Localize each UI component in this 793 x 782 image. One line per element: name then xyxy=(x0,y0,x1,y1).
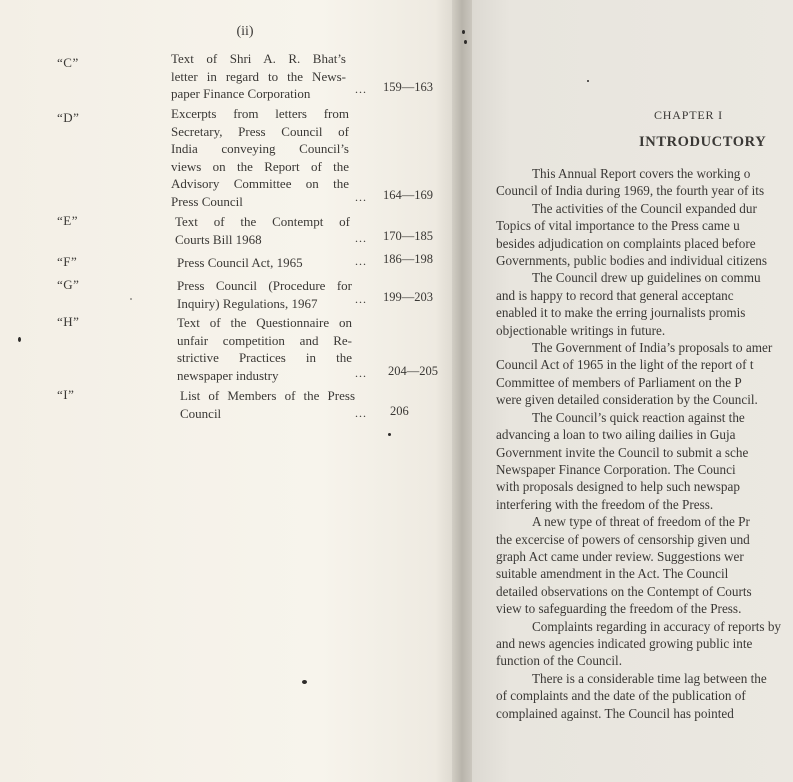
right-page xyxy=(472,0,793,782)
leader-dots: ... xyxy=(355,406,367,420)
body-line: with proposals designed to help such newspap xyxy=(496,479,740,495)
body-line: The Council’s quick reaction against the xyxy=(532,409,745,425)
body-line: besides adjudication on complaints placed before xyxy=(496,235,756,251)
body-line: There is a considerable time lag between the xyxy=(532,670,767,686)
body-line: Topics of vital importance to the Press came u xyxy=(496,218,740,234)
appendix-description xyxy=(175,213,350,248)
body-line: Council of India during 1969, the fourth year of its xyxy=(496,183,765,199)
leader-dots: ... xyxy=(355,254,367,268)
body-line: A new type of threat of freedom of the Pr xyxy=(532,514,750,530)
appendix-label: “C” xyxy=(57,55,79,70)
appendix-description-line: views on the Report of the xyxy=(171,158,349,174)
appendix-description-line: newspaper industry xyxy=(177,367,279,383)
body-line: Government invite the Council to submit a sche xyxy=(496,444,749,460)
appendix-label: “G” xyxy=(57,277,80,292)
body-text xyxy=(496,165,793,722)
body-line: of complaints and the date of the publication of xyxy=(496,688,746,704)
body-line: and news agencies indicated growing public inte xyxy=(496,635,753,651)
body-line: function of the Council. xyxy=(496,653,622,669)
appendix-description-line: Inquiry) Regulations, 1967 xyxy=(177,295,318,311)
appendix-description-line: Courts Bill 1968 xyxy=(175,231,262,247)
body-line: This Annual Report covers the working o xyxy=(532,166,751,181)
body-line: Governments, public bodies and individual citizens xyxy=(496,253,768,269)
ink-speck xyxy=(464,40,467,44)
appendix-description-line: List of Members of the Press xyxy=(180,388,355,403)
page-range: 186—198 xyxy=(383,252,433,266)
page-number: (ii) xyxy=(236,24,254,39)
body-line: and is happy to record that general acceptanc xyxy=(496,287,734,303)
chapter-heading: INTRODUCTORY xyxy=(639,134,767,150)
body-line: advancing a loan to two ailing dailies in Guja xyxy=(496,427,736,443)
appendix-description-line: strictive Practices in the xyxy=(177,350,352,365)
body-line: view to safeguarding the freedom of the Press. xyxy=(496,601,742,617)
appendix-description-line: Advisory Committee on the xyxy=(171,176,349,191)
appendix-description xyxy=(171,50,346,103)
appendix-label: “H” xyxy=(57,314,80,329)
body-line: The Government of India’s proposals to amer xyxy=(532,340,773,356)
page-range: 206 xyxy=(390,404,409,418)
body-line: The activities of the Council expanded dur xyxy=(532,200,757,216)
appendix-label: “E” xyxy=(57,213,78,228)
appendix-description-line: letter in regard to the News- xyxy=(171,68,346,84)
body-line: graph Act came under review. Suggestions wer xyxy=(496,548,744,564)
body-line: Committee of members of Parliament on the P xyxy=(496,374,742,390)
appendix-description-line: Text of the Contempt of xyxy=(175,214,350,229)
ink-speck xyxy=(462,30,465,34)
ink-speck xyxy=(388,433,391,436)
appendix-description-line: Press Council Act, 1965 xyxy=(177,255,303,270)
page-range: 164—169 xyxy=(383,188,433,202)
leader-dots: ... xyxy=(355,82,367,96)
appendix-description-line: Text of the Questionnaire on xyxy=(177,315,352,330)
page-range: 204—205 xyxy=(388,364,438,378)
appendix-description xyxy=(171,105,349,210)
appendix-description-line: India conveying Council’s xyxy=(171,141,349,156)
page-range: 199—203 xyxy=(383,290,433,304)
body-line: detailed observations on the Contempt of Courts xyxy=(496,583,752,599)
appendix-label: “I” xyxy=(57,387,75,402)
appendix-description-line: unfair competition and Re- xyxy=(177,332,352,348)
ink-speck xyxy=(18,337,21,342)
body-line: Complaints regarding in accuracy of reports by xyxy=(532,618,782,634)
body-line: objectionable writings in future. xyxy=(496,322,666,338)
body-line: complained against. The Council has pointed xyxy=(496,705,734,721)
leader-dots: ... xyxy=(355,292,367,306)
body-line: Council Act of 1965 in the light of the report of t xyxy=(496,357,754,373)
leader-dots: ... xyxy=(355,190,367,204)
ink-speck xyxy=(587,80,589,82)
body-line: the excercise of powers of censorship given und xyxy=(496,531,750,547)
ink-speck xyxy=(130,298,132,300)
body-line: The Council drew up guidelines on commu xyxy=(532,270,761,286)
body-line: Newspaper Finance Corporation. The Counci xyxy=(496,461,736,477)
ink-speck xyxy=(302,680,307,684)
appendix-label: “D” xyxy=(57,110,80,125)
appendix-description-line: Press Council (Procedure for xyxy=(177,278,352,293)
page-range: 159—163 xyxy=(383,80,433,94)
appendix-description-line: Council xyxy=(180,405,222,421)
body-line: were given detailed consideration by the Council. xyxy=(496,392,758,408)
appendix-description-line: Text of Shri A. R. Bhat’s xyxy=(171,51,346,66)
book-gutter xyxy=(452,0,474,782)
leader-dots: ... xyxy=(355,366,367,380)
appendix-description-line: Excerpts from letters from xyxy=(171,106,349,121)
body-line: enabled it to make the erring journalists promis xyxy=(496,305,746,321)
appendix-description xyxy=(177,314,352,384)
appendix-description-line: Secretary, Press Council of xyxy=(171,123,349,139)
body-line: suitable amendment in the Act. The Council xyxy=(496,566,729,582)
appendix-description-line: Press Council xyxy=(171,193,243,209)
appendix-description xyxy=(180,387,355,422)
leader-dots: ... xyxy=(355,231,367,245)
appendix-label: “F” xyxy=(57,254,78,269)
body-line: interfering with the freedom of the Press. xyxy=(496,496,714,512)
appendix-description xyxy=(177,277,352,312)
appendix-description xyxy=(177,254,337,272)
appendix-description-line: paper Finance Corporation xyxy=(171,86,311,101)
page-range: 170—185 xyxy=(383,229,433,243)
chapter-label: CHAPTER I xyxy=(654,108,723,122)
